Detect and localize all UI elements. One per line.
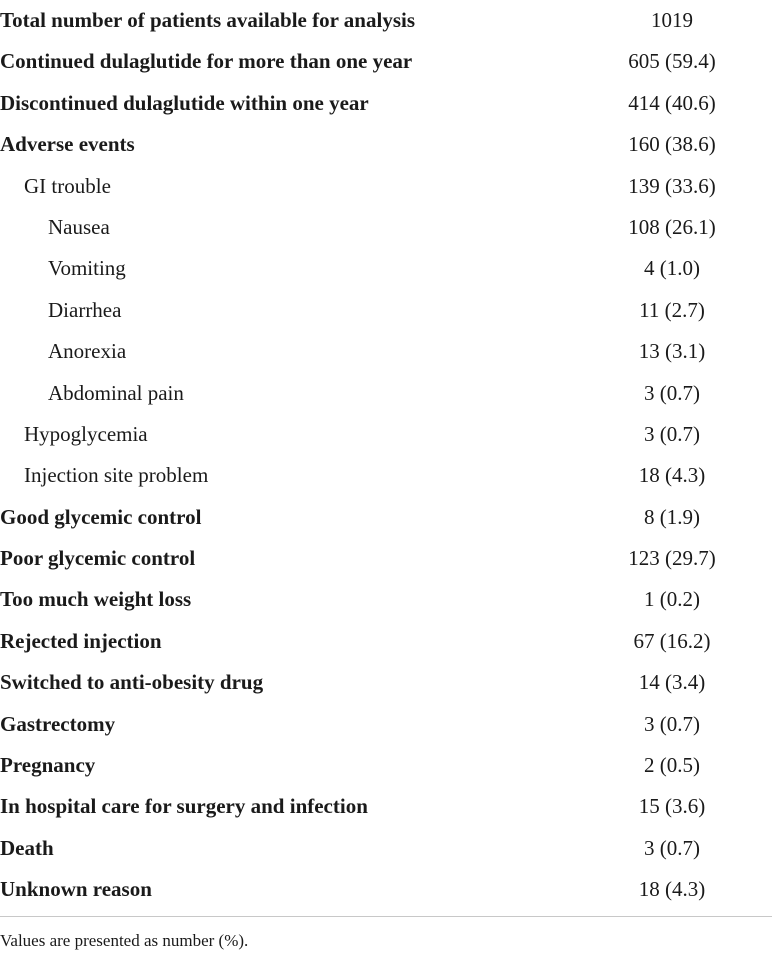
row-label: Continued dulaglutide for more than one year xyxy=(0,49,413,74)
row-label: Diarrhea xyxy=(48,297,122,322)
row-value: 18 (4.3) xyxy=(638,877,706,902)
table-row xyxy=(0,41,772,82)
row-label: Hypoglycemia xyxy=(24,421,148,446)
table-row xyxy=(0,248,772,289)
row-value: 1 (0.2) xyxy=(644,587,700,612)
table-row xyxy=(0,83,772,124)
row-value: 18 (4.3) xyxy=(638,463,706,488)
row-label: Abdominal pain xyxy=(48,380,184,405)
table-row xyxy=(0,331,772,372)
table-row xyxy=(0,290,772,331)
table-row xyxy=(0,414,772,455)
table-row xyxy=(0,621,772,662)
row-label: In hospital care for surgery and infection xyxy=(0,794,368,819)
row-value: 13 (3.1) xyxy=(638,339,706,364)
table-row xyxy=(0,538,772,579)
row-value: 8 (1.9) xyxy=(644,504,700,529)
row-value: 139 (33.6) xyxy=(628,173,716,198)
row-label: Injection site problem xyxy=(24,463,209,488)
table-row xyxy=(0,207,772,248)
row-label: Too much weight loss xyxy=(0,587,192,612)
table-row xyxy=(0,786,772,827)
row-label: Poor glycemic control xyxy=(0,546,196,571)
table-divider xyxy=(0,916,772,917)
table-row xyxy=(0,662,772,703)
table-row xyxy=(0,704,772,745)
row-label: Discontinued dulaglutide within one year xyxy=(0,90,369,115)
row-value: 3 (0.7) xyxy=(644,835,700,860)
row-value: 3 (0.7) xyxy=(644,711,700,736)
row-value: 3 (0.7) xyxy=(644,421,700,446)
row-value: 15 (3.6) xyxy=(638,794,706,819)
row-label: Gastrectomy xyxy=(0,711,116,736)
row-label: Death xyxy=(0,835,54,860)
row-label: Nausea xyxy=(48,214,110,239)
row-value: 1019 xyxy=(651,8,693,32)
row-value: 14 (3.4) xyxy=(638,670,706,695)
row-value: 4 (1.0) xyxy=(644,256,700,281)
row-value: 160 (38.6) xyxy=(628,132,716,157)
table-row xyxy=(0,579,772,620)
table-row xyxy=(0,828,772,869)
row-label: Unknown reason xyxy=(0,877,152,902)
row-value: 11 (2.7) xyxy=(639,297,705,322)
row-label: Rejected injection xyxy=(0,628,162,653)
row-value: 2 (0.5) xyxy=(644,753,700,778)
row-value: 123 (29.7) xyxy=(628,546,716,571)
row-label: Good glycemic control xyxy=(0,504,202,529)
row-label: Vomiting xyxy=(48,256,126,281)
row-label: GI trouble xyxy=(24,173,111,198)
row-value: 605 (59.4) xyxy=(628,49,716,74)
row-label: Switched to anti-obesity drug xyxy=(0,670,264,695)
table-row xyxy=(0,745,772,786)
row-value: 67 (16.2) xyxy=(633,628,711,653)
table-row xyxy=(0,0,772,41)
table-row xyxy=(0,373,772,414)
row-value: 3 (0.7) xyxy=(644,380,700,405)
table-footnote: Values are presented as number (%). xyxy=(0,931,249,950)
row-label: Anorexia xyxy=(48,339,127,364)
table-row xyxy=(0,455,772,496)
row-value: 414 (40.6) xyxy=(628,90,716,115)
table-row xyxy=(0,124,772,165)
table-row xyxy=(0,166,772,207)
row-label: Pregnancy xyxy=(0,753,96,778)
row-label: Total number of patients available for analysis xyxy=(0,8,415,32)
table-row xyxy=(0,497,772,538)
row-value: 108 (26.1) xyxy=(628,214,716,239)
table-row xyxy=(0,869,772,910)
row-label: Adverse events xyxy=(0,132,135,157)
